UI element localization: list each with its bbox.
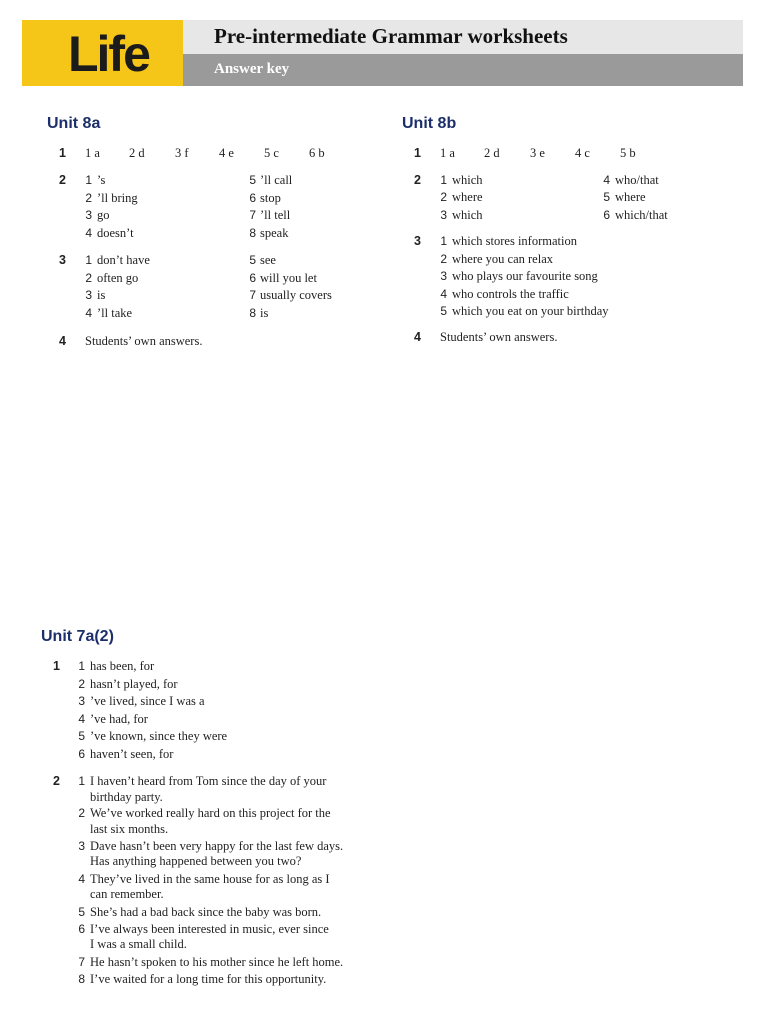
item-number: 1 <box>78 659 85 673</box>
item-number: 4 <box>603 173 610 187</box>
sentence-line: I’ve always been interested in music, ever since <box>90 922 329 936</box>
u8b-q1-answer: 5 b <box>620 146 636 160</box>
item-number: 3 <box>85 288 92 302</box>
u8a-q1-answer: 5 c <box>264 146 279 160</box>
item-number: 3 <box>85 208 92 222</box>
unit-8a-heading: Unit 8a <box>47 115 101 132</box>
sentence-line: I haven’t heard from Tom since the day of your <box>90 774 327 788</box>
answer-text: ’ll tell <box>260 208 291 222</box>
answer-text: ’ve known, since they were <box>90 729 228 743</box>
u8a-q2-number: 2 <box>59 173 66 187</box>
answer-text: will you let <box>260 271 317 285</box>
answer-text: speak <box>260 226 289 240</box>
sentence-line: Has anything happened between you two? <box>90 854 302 868</box>
sentence-line: can remember. <box>90 887 164 901</box>
item-number: 3 <box>78 694 85 708</box>
item-number: 6 <box>603 208 610 222</box>
item-number: 7 <box>78 955 85 969</box>
answer-text: don’t have <box>97 253 150 267</box>
page-subtitle: Answer key <box>214 61 290 77</box>
u8a-q1-answer: 3 f <box>175 146 189 160</box>
subtitle-bar <box>183 54 743 86</box>
item-number: 1 <box>440 234 447 248</box>
answer-text: who controls the traffic <box>452 287 569 301</box>
answer-text: Students’ own answers. <box>85 334 203 348</box>
answer-text: who plays our favourite song <box>452 269 598 283</box>
u8b-q4-number: 4 <box>414 330 421 344</box>
answer-text: has been, for <box>90 659 155 673</box>
u8a-q1-number: 1 <box>59 146 66 160</box>
item-number: 7 <box>249 208 256 222</box>
answer-text: Students’ own answers. <box>440 330 558 344</box>
answer-text: who/that <box>615 173 659 187</box>
sentence-line: He hasn’t spoken to his mother since he left home. <box>90 955 344 969</box>
life-logo <box>22 20 183 86</box>
answer-text: which <box>452 208 483 222</box>
header-banner <box>22 20 743 86</box>
answer-text: usually covers <box>260 288 332 302</box>
item-number: 5 <box>78 905 85 919</box>
u8b-q1-number: 1 <box>414 146 421 160</box>
item-number: 5 <box>249 173 256 187</box>
answer-text: where you can relax <box>452 252 553 266</box>
title-bar <box>183 20 743 54</box>
unit-8b-heading: Unit 8b <box>402 115 457 132</box>
item-number: 2 <box>78 806 85 820</box>
item-number: 5 <box>440 304 447 318</box>
answer-text: where <box>615 190 646 204</box>
item-number: 5 <box>249 253 256 267</box>
u8a-q1-answer: 2 d <box>129 146 145 160</box>
item-number: 4 <box>85 306 92 320</box>
unit-7a2-heading: Unit 7a(2) <box>41 628 114 645</box>
u8a-q1-answer: 1 a <box>85 146 100 160</box>
answer-text: ’ll call <box>260 173 293 187</box>
u8b-q2-number: 2 <box>414 173 421 187</box>
sentence-line: Dave hasn’t been very happy for the last few days. <box>90 839 344 853</box>
item-number: 1 <box>440 173 447 187</box>
u7a2-q1-number: 1 <box>53 659 60 673</box>
sentence-line: last six months. <box>90 822 169 836</box>
item-number: 3 <box>78 839 85 853</box>
item-number: 8 <box>249 226 256 240</box>
answer-text: is <box>260 306 269 320</box>
answer-text: see <box>260 253 276 267</box>
u8b-q1-answer: 3 e <box>530 146 545 160</box>
item-number: 2 <box>440 190 447 204</box>
u8a-q1-answer: 6 b <box>309 146 325 160</box>
item-number: 5 <box>603 190 610 204</box>
answer-text: haven’t seen, for <box>90 747 174 761</box>
item-number: 1 <box>85 173 92 187</box>
item-number: 7 <box>249 288 256 302</box>
item-number: 2 <box>440 252 447 266</box>
item-number: 1 <box>78 774 85 788</box>
u8b-q1-answer: 1 a <box>440 146 455 160</box>
sentence-line: They’ve lived in the same house for as long as I <box>90 872 330 886</box>
answer-text: go <box>97 208 110 222</box>
item-number: 2 <box>85 191 92 205</box>
item-number: 6 <box>78 922 85 936</box>
item-number: 4 <box>85 226 92 240</box>
u8b-q1-answer: 2 d <box>484 146 500 160</box>
answer-text: which <box>452 173 483 187</box>
answer-text: which you eat on your birthday <box>452 304 609 318</box>
u8a-q4-number: 4 <box>59 334 66 348</box>
page-title: Pre-intermediate Grammar worksheets <box>214 24 568 48</box>
item-number: 2 <box>85 271 92 285</box>
item-number: 8 <box>78 972 85 986</box>
answer-text: ’ll take <box>97 306 133 320</box>
answer-text: ’s <box>97 173 106 187</box>
answer-text: which stores information <box>452 234 577 248</box>
item-number: 2 <box>78 677 85 691</box>
sentence-line: I’ve waited for a long time for this opportunity. <box>90 972 327 986</box>
answer-text: ’ve had, for <box>90 712 148 726</box>
sentence-line: She’s had a bad back since the baby was born. <box>90 905 322 919</box>
answer-text: stop <box>260 191 281 205</box>
item-number: 6 <box>78 747 85 761</box>
sentence-line: We’ve worked really hard on this project for the <box>90 806 331 820</box>
u8b-q3-number: 3 <box>414 234 421 248</box>
item-number: 4 <box>440 287 447 301</box>
u8b-q1-answer: 4 c <box>575 146 590 160</box>
logo-text: Life <box>68 26 149 82</box>
answer-text: which/that <box>615 208 668 222</box>
answer-text: often go <box>97 271 139 285</box>
u7a2-q2-number: 2 <box>53 774 60 788</box>
answer-text: ’ll bring <box>97 191 138 205</box>
u8a-q1-answer: 4 e <box>219 146 234 160</box>
sentence-line: I was a small child. <box>90 937 187 951</box>
answer-text: where <box>452 190 483 204</box>
item-number: 1 <box>85 253 92 267</box>
item-number: 6 <box>249 271 256 285</box>
answer-text: ’ve lived, since I was a <box>90 694 205 708</box>
item-number: 3 <box>440 269 447 283</box>
answer-text: hasn’t played, for <box>90 677 178 691</box>
item-number: 4 <box>78 872 85 886</box>
item-number: 5 <box>78 729 85 743</box>
item-number: 8 <box>249 306 256 320</box>
answer-text: is <box>97 288 106 302</box>
u8a-q3-number: 3 <box>59 253 66 267</box>
item-number: 4 <box>78 712 85 726</box>
item-number: 6 <box>249 191 256 205</box>
answer-text: doesn’t <box>97 226 134 240</box>
item-number: 3 <box>440 208 447 222</box>
sentence-line: birthday party. <box>90 790 163 804</box>
